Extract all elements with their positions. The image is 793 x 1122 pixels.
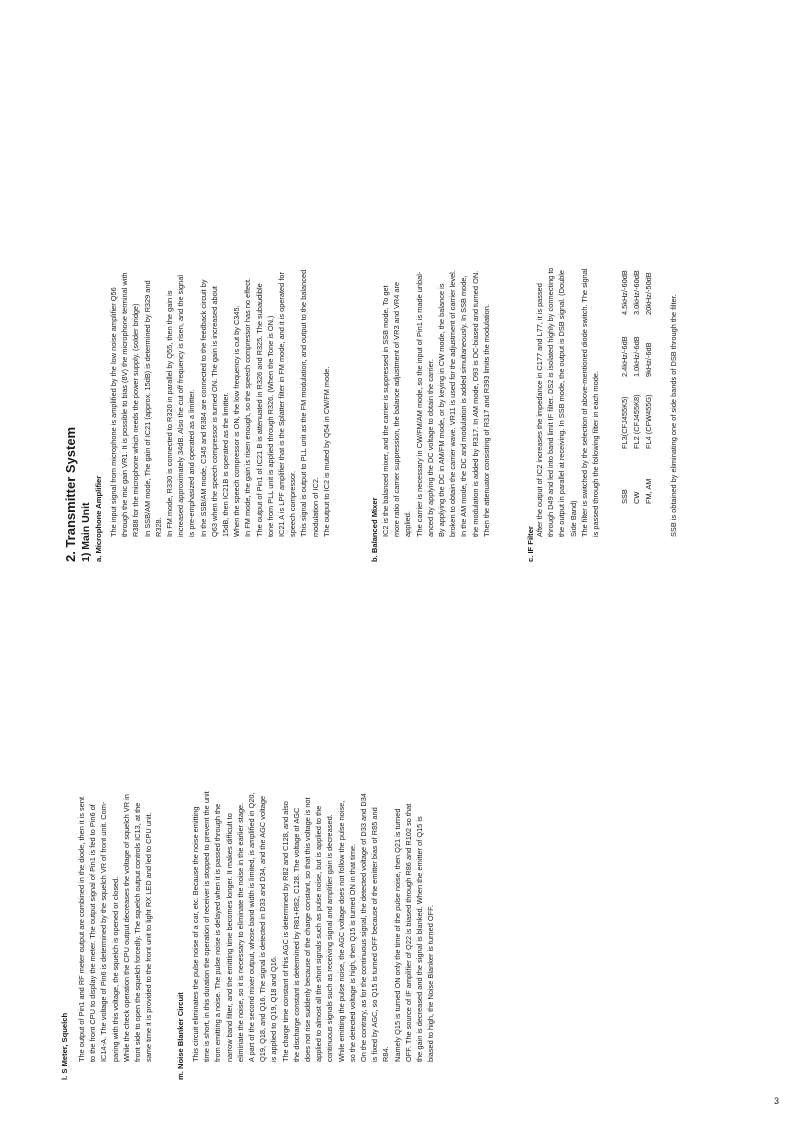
balanced-mixer-line: broken to obtain the carrier wave. VR11 is used for the adjustment of carrier level. <box>448 270 458 537</box>
mic-amp-line: R328. <box>153 517 163 537</box>
balanced-mixer-body <box>380 270 492 537</box>
balanced-mixer-line: By applying the DC in AM/FM mode, or by keying in CW mode, the balance is <box>437 283 447 537</box>
filter-mode-cell: FM, AM <box>644 478 653 504</box>
noise-blanker-line: This circuit eliminates the pulse noise of a car, etc. Because the noise emitting <box>191 806 200 1062</box>
s-meter-heading: l. S Meter, Squelch <box>60 1012 69 1080</box>
s-meter-line: IC14-A. The voltage of Pin6 is determined by the squelch VR of front unit. Com- <box>99 801 109 1062</box>
filter-filter-cell: FL2 (CFJ455K8) <box>632 394 641 449</box>
filter-mode-cell: SSB <box>620 489 629 504</box>
mic-amp-line: This signal is output to PLL unit as the FM modulation, and output to the balanced <box>299 269 309 537</box>
balanced-mixer-line: the modulation is added by R317. In AM mode, D93 is DC-biased and turned ON. <box>470 270 480 537</box>
balanced-mixer-line: more ratio of carrier suppression, the balance adjustment of VR3 and VR4 are <box>392 281 402 537</box>
filter-bw-cell: 9kHz/-6dB <box>644 342 653 377</box>
mic-amp-line: The input signal from microphone is amplified by the low noise amplifier Q56 <box>109 287 118 537</box>
section-title: 2. Transmitter System <box>63 426 78 562</box>
mic-amp-line: through the mic gain VR1. It is possible to bias (8V) the microphone terminal with <box>120 272 130 537</box>
subsection-title: 1) Main Unit <box>80 502 92 562</box>
balanced-mixer-line: The carrier is necessary in CW/FM/AM mode, so the input of Pin1 is made unbal- <box>414 271 424 537</box>
if-filter-line: Side Band) <box>568 500 578 537</box>
noise-blanker-line: time is short, in this duration the operation of receiver is stopped to prevent the unit <box>202 791 212 1062</box>
balanced-mixer-heading: b. Balanced Mixer <box>370 497 379 562</box>
mic-amp-line: 15dB, then IC21B is operated as the limitter. <box>221 392 231 537</box>
noise-blanker-line: A part of the second mixer output, whose band width is limited, is amplified in Q20, <box>247 792 257 1062</box>
noise-blanker-body <box>190 791 436 1062</box>
mic-amp-line: When the speech compressor is ON, the low frequency is cut by C345. <box>232 305 242 537</box>
s-meter-line: to the front CPU to display the meter. The output signal of Pin1 is fed to Pin6 of <box>88 804 98 1062</box>
if-filter-line: is passed through the following filter in each mode. <box>591 371 601 537</box>
mic-amp-line: modulation of IC2. <box>310 477 320 537</box>
balanced-mixer-line: anced by applying the DC voltage to obtain the carrier. <box>425 359 435 537</box>
mic-amp-line: In FM mode, R330 is connected to R320 in parallel by Q55, then the gain is <box>165 290 175 537</box>
mic-amp-body <box>108 270 332 537</box>
filter-mode-cell: CW <box>632 491 641 504</box>
filter-table-row <box>632 245 644 504</box>
noise-blanker-line: is fixed by AGC, so Q15 is turned OFF because of the emitter bias of R85 and <box>370 807 380 1062</box>
mic-amp-line: speech compressor. <box>288 470 298 537</box>
noise-blanker-line: OFF. The source of IF amplifier of Q22 is biased through R86 and R102 so that <box>403 803 413 1062</box>
noise-blanker-line: R84. <box>381 1046 391 1062</box>
noise-blanker-line: narrow band filter, and the emitting time becomes longer. It makes difficult to <box>224 813 234 1062</box>
filter-table <box>620 245 656 504</box>
balanced-mixer-line: IC2 is the balanced mixer, and the carrier is suppressed in SSB mode. To get <box>381 285 390 537</box>
mic-amp-line: The output of Pin1 of IC21 B is attenuated in R326 and R325. The subaudible <box>254 283 264 537</box>
noise-blanker-line: is applied to Q19, Q18 and Q16. <box>269 955 279 1062</box>
noise-blanker-line: The charge time constant of this AGC is determined by R82 and C128, and also <box>280 801 290 1062</box>
noise-blanker-line: Namely Q15 is turned ON only the time of the pulse noise, then Q21 is turned <box>392 808 402 1062</box>
noise-blanker-line: While emitting the pulse noise, the AGC voltage does not follow the pulse noise, <box>336 800 346 1062</box>
filter-filter-cell: FL4 (CFW455G) <box>644 394 653 449</box>
mic-amp-line: In SSB/AM mode, The gain of IC21 (approx. 15dB) is determined by R329 and <box>142 280 152 537</box>
mic-amp-line: increased approximately 34dB. Also the cut off frequency is risen, and the signal <box>176 275 186 537</box>
s-meter-line: same time it is provided to the front unit to light RX LED and led to CPU unit. <box>144 812 154 1062</box>
mic-amp-line: Q63 when the speech compressor is turned ON. The gain is increased about <box>209 286 219 537</box>
noise-blanker-heading: m. Noise Blanker Circuit <box>176 992 185 1080</box>
mic-amp-heading: a. Microphone Amplifier <box>94 475 103 562</box>
if-filter-line: The filter is switched by the selection of above-mentioned diode switch. The signal <box>579 268 589 537</box>
balanced-mixer-line: In the AM mode, the DC and modulation is added simultaneously. In SSB mode, <box>459 275 469 537</box>
balanced-mixer-line: Then the attenuator consisting of R317 and R393 limits the modulation. <box>481 304 491 537</box>
if-filter-body <box>534 267 601 537</box>
noise-blanker-line: the discharge constant is determined by R81+R82, C128. The voltage of AGC <box>291 807 301 1062</box>
noise-blanker-line: the gain is decreased and the signal is blanked. When the emitter of Q15 is <box>415 816 425 1062</box>
filter-stop-cell: 3.0kHz/-60dB <box>632 270 641 315</box>
filter-table-row <box>644 245 656 504</box>
mic-amp-line: tone from PLL unit is applied through R326. (When the Tone is ON.) <box>265 315 275 537</box>
filter-filter-cell: FL3(CFJ455K5) <box>620 396 629 449</box>
noise-blanker-line: biased to high, the Noise Blanker is turned OFF. <box>426 905 436 1062</box>
page-number: 3 <box>774 1096 780 1106</box>
filter-stop-cell: 20kHz/-50dB <box>644 272 653 315</box>
mic-amp-line: The output to IC2 is muted by Q54 in CW/FM mode. <box>321 366 331 537</box>
mic-amp-line: In FM mode, the gain is risen enough, so the speech compressor has no effect. <box>243 277 253 537</box>
noise-blanker-line: applied to almost all the short signals such as pulse noise, but is applied to the <box>314 805 324 1062</box>
noise-blanker-line: continuous signals such as receiving signal and amplifier gain is decreased. <box>325 814 335 1062</box>
if-filter-line: After the output of IC2 increases the impedance in C177 and L77, it is passed <box>535 283 544 537</box>
noise-blanker-line: eliminate the noise, so it is necessary to eliminate the noise in the earlier stage. <box>235 802 245 1062</box>
mic-amp-line: R388 for the microphone which needs the power supply. (solder bridge) <box>131 303 141 537</box>
mic-amp-line: IC21 A is LPF amplifier that is the Splatter filter in FM mode, and it is operated for <box>277 272 287 537</box>
filter-stop-cell: 4.5kHz/-60dB <box>620 270 629 315</box>
filter-table-row <box>620 245 632 504</box>
s-meter-line: The output of Pin1 and RF meter output are combined in the diode, then it is sent <box>77 797 86 1062</box>
s-meter-line: While the check operation the CPU output decreases the voltage of squelch VR in <box>121 794 131 1062</box>
if-filter-line: through D49 and led into band limit IF filter. DS2 is isolated highly by connecting to <box>546 267 556 537</box>
noise-blanker-line: Q19, Q18, and Q16. The signal is detected in D33 and D34, and the AGC voltage <box>258 795 268 1062</box>
mic-amp-line: is pre-emphasized and operated as a limitter. <box>187 389 197 537</box>
if-filter-line: the output in parallel at receiving. In SSB mode, the output is DSB signal. (Double <box>557 269 567 537</box>
if-filter-heading: c. IF Filter <box>526 526 535 562</box>
s-meter-line: paring with this voltage, the squelch is opened or closed. <box>110 876 120 1062</box>
filter-bw-cell: 2.4kHz/-6dB <box>620 336 629 377</box>
noise-blanker-line: so the detected voltage is high, then Q15 is turned ON in that time. <box>347 843 357 1062</box>
noise-blanker-line: does not rise suddenly because of the charge constant, so that this voltage is not <box>303 797 313 1062</box>
if-filter-footer: SSB is obtained by eliminating one of side bands of DSB through the filter. <box>669 294 678 537</box>
noise-blanker-line: from emitting a noise. The pulse noise is delayed when it is passed through the <box>213 803 223 1062</box>
noise-blanker-line: On the contrary, as for the continuous signal, the detected voltage of D33 and D34 <box>359 793 369 1062</box>
filter-bw-cell: 1.0kHz/-6dB <box>632 336 641 377</box>
s-meter-line: front side to open the squelch forcedly. The squelch output controls IC13, at the <box>133 802 143 1062</box>
mic-amp-line: In the SSB/AM mode, C345 and R384 are connected to the feedback circuit by <box>198 279 208 537</box>
s-meter-body <box>76 794 154 1062</box>
balanced-mixer-line: applied. <box>403 511 413 537</box>
